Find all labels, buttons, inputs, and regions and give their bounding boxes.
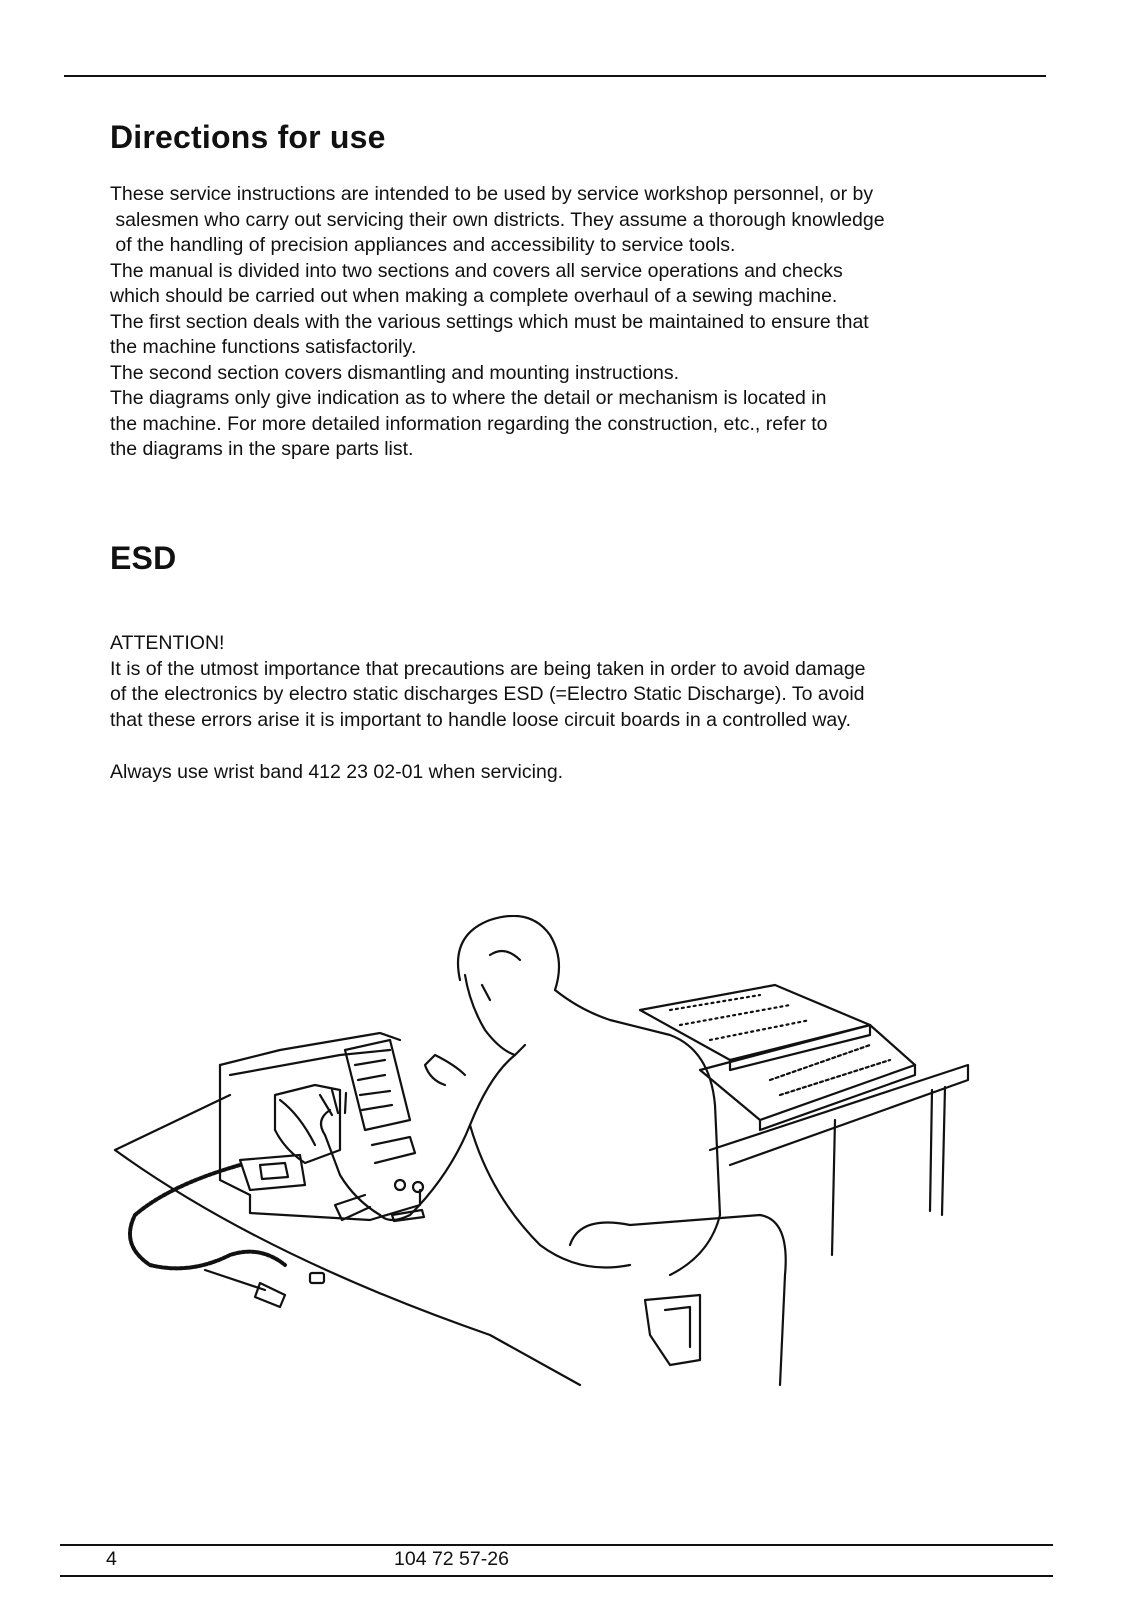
text-line: that these errors arise it is important to handle loose circuit boards in a controlled way.	[110, 708, 851, 731]
page-number: 4	[106, 1548, 117, 1570]
text-line: The second section covers dismantling and mounting instructions.	[110, 361, 680, 384]
text-line: These service instructions are intended to be used by service workshop personnel, or by	[110, 183, 874, 205]
esd-paragraph	[110, 631, 1010, 733]
small-parts	[310, 1180, 424, 1283]
footer-rule-top	[60, 1544, 1053, 1546]
text-line: salesmen who carry out servicing their own districts. They assume a thorough knowledge	[110, 208, 885, 231]
directions-paragraph	[110, 182, 1010, 463]
sewing-machine	[220, 1033, 420, 1220]
section-title-esd: ESD	[110, 540, 177, 576]
text-line: of the electronics by electro static discharges ESD (=Electro Static Discharge). To avoid	[110, 683, 865, 705]
screwdriver	[205, 1270, 285, 1307]
text-line: the machine. For more detailed information regarding the construction, etc., refer to	[110, 412, 828, 435]
text-line: the machine functions satisfactorily.	[110, 336, 417, 358]
text-line: of the handling of precision appliances and accessibility to service tools.	[110, 234, 736, 256]
attention-heading: ATTENTION!	[110, 632, 225, 654]
technician-illustration	[110, 915, 1010, 1425]
text-line: The manual is divided into two sections and covers all service operations and checks	[110, 259, 843, 282]
wrist-band-note	[110, 760, 1010, 786]
component-trays	[640, 985, 915, 1130]
text-line: which should be carried out when making a complete overhaul of a sewing machine.	[110, 285, 838, 307]
section-title-directions: Directions for use	[110, 119, 386, 155]
workbench	[115, 1065, 968, 1385]
header-rule	[64, 75, 1046, 77]
document-number: 104 72 57-26	[394, 1548, 509, 1570]
chair	[570, 1215, 786, 1385]
text-line: Always use wrist band 412 23 02-01 when servicing.	[110, 761, 564, 783]
text-line: It is of the utmost importance that precautions are being taken in order to avoid damage	[110, 657, 866, 680]
text-line: The diagrams only give indication as to where the detail or mechanism is located in	[110, 387, 827, 409]
footer-rule-bottom	[60, 1575, 1053, 1577]
coiled-cord	[130, 1165, 285, 1268]
text-line: the diagrams in the spare parts list.	[110, 438, 414, 460]
text-line: The first section deals with the various settings which must be maintained to ensure that	[110, 310, 869, 333]
technician-figure	[320, 916, 720, 1275]
